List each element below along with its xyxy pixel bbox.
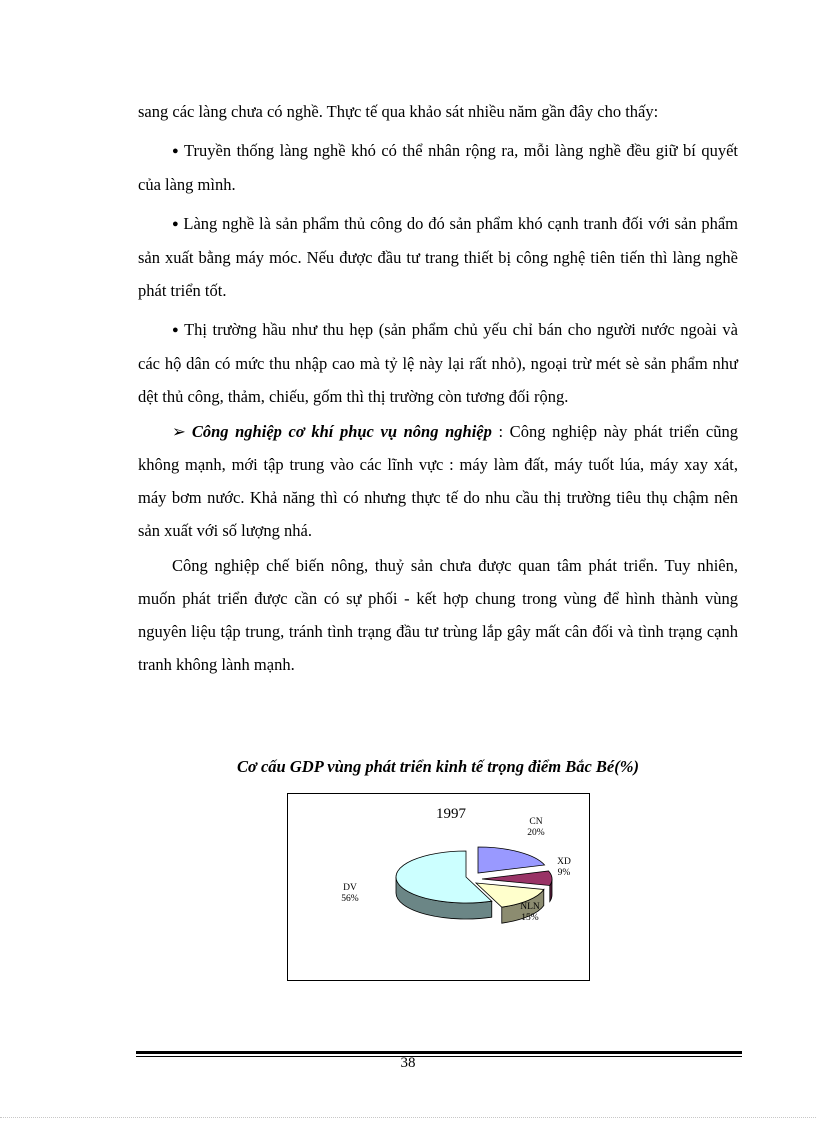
- paragraph-intro: sang các làng chưa có nghề. Thực tế qua khảo sát nhiều năm gần đây cho thấy:: [138, 102, 659, 121]
- body-text: [138, 95, 738, 681]
- slice-label-dv: [341, 883, 359, 904]
- slice-percent: 9%: [557, 868, 571, 878]
- bullet-item-3: [138, 313, 738, 413]
- slice-name: DV: [343, 883, 357, 893]
- pie-chart: [287, 793, 590, 981]
- slice-percent: 15%: [521, 913, 539, 923]
- slice-cn: [478, 847, 545, 873]
- bullet-item-2: [138, 207, 738, 307]
- slice-label-xd: [557, 857, 571, 878]
- bullet-text: Làng nghề là sản phẩm thủ công do đó sản phẩm khó cạnh tranh đối với sản phẩm sản xuất bằng máy móc. Nếu được đầu tư trang thiết bị công nghệ tiên tiến thì làng nghề phát triển tốt.: [138, 214, 738, 300]
- slice-name: CN: [529, 817, 543, 827]
- slice-name: NLN: [520, 902, 540, 912]
- chart-caption: Cơ cấu GDP vùng phát triển kinh tế trọng điểm Bắc Bé(%): [237, 757, 639, 776]
- bullet-icon: ●: [172, 324, 181, 336]
- slice-name: XD: [557, 857, 571, 867]
- slice-xd: [482, 871, 552, 886]
- page-number: 38: [400, 1055, 416, 1071]
- bullet-icon: ●: [172, 145, 181, 157]
- pie-chart-svg: [288, 794, 589, 980]
- slice-percent: 56%: [341, 894, 359, 904]
- arrow-text: : Công nghiệp này phát triển cũng không mạnh, mới tập trung vào các lĩnh vực : máy làm đất, máy tuốt lúa, máy xay xát, máy bơm nước. Khả năng thì có nhưng thực tế do nhu cầu thị trường tiêu thụ chậm nên sản xuất với số lượng nhá.: [138, 422, 738, 540]
- bullet-text: Truyền thống làng nghề khó có thể nhân rộng ra, mỗi làng nghề đều giữ bí quyết của làng mình.: [138, 141, 738, 194]
- page-edge-divider: [0, 1117, 816, 1118]
- chart-title: 1997: [436, 806, 466, 822]
- slice-label-cn: [527, 817, 545, 838]
- bullet-icon: ●: [172, 218, 180, 230]
- bullet-item-1: [138, 134, 738, 201]
- slice-label-nln: [520, 902, 540, 923]
- bullet-text: Thị trường hầu như thu hẹp (sản phẩm chủ yếu chỉ bán cho người nước ngoài và các hộ dân có mức thu nhập cao mà tỷ lệ này lại rất nhỏ), ngoại trừ mét sè sản phẩm như dệt thủ công, thảm, chiếu, gốm thì thị trường còn tương đối rộng.: [138, 320, 738, 406]
- footer-rule-thick: [136, 1051, 742, 1054]
- arrow-icon: ➢: [172, 422, 186, 441]
- section-heading: Công nghiệp cơ khí phục vụ nông nghiệp: [191, 422, 492, 441]
- paragraph-processing: Công nghiệp chế biến nông, thuỷ sản chưa được quan tâm phát triển. Tuy nhiên, muốn phát triển được cần có sự phối - kết hợp chung trong vùng để hình thành vùng nguyên liệu tập trung, tránh tình trạng đầu tư trùng lắp gây mất cân đối và tình trạng cạnh tranh không lành mạnh.: [138, 556, 738, 674]
- slice-percent: 20%: [527, 828, 545, 838]
- arrow-item: [138, 415, 738, 547]
